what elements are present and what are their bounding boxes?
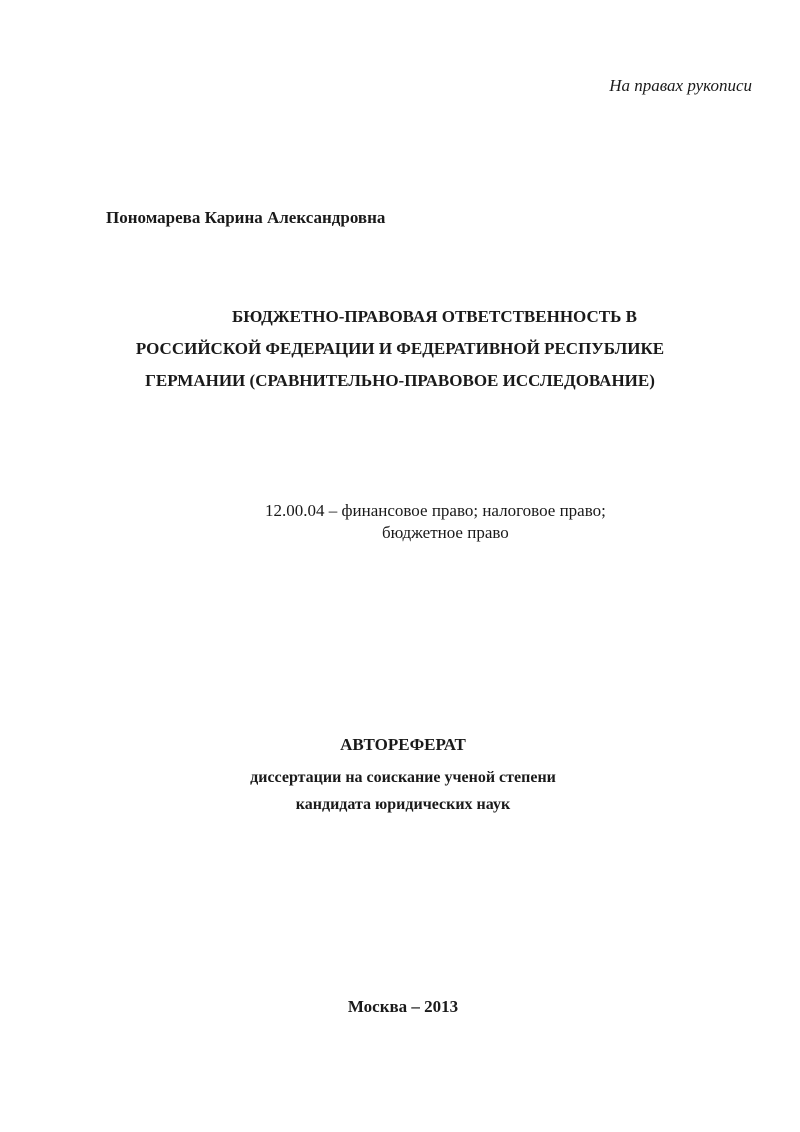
specialty-line: бюджетное право bbox=[382, 523, 509, 542]
city-year: Москва – 2013 bbox=[347, 997, 459, 1016]
rights-note: На правах рукописи bbox=[609, 76, 752, 95]
degree-line: диссертации на соискание ученой степени bbox=[250, 769, 556, 786]
title-line: ГЕРМАНИИ (СРАВНИТЕЛЬНО-ПРАВОВОЕ ИССЛЕДОВАНИЕ) bbox=[145, 371, 655, 390]
title-line: БЮДЖЕТНО-ПРАВОВАЯ ОТВЕТСТВЕННОСТЬ В bbox=[232, 307, 637, 326]
author-name: Пономарева Карина Александровна bbox=[106, 208, 386, 227]
abstract-heading: АВТОРЕФЕРАТ bbox=[340, 735, 466, 754]
specialty-code bbox=[0, 500, 800, 544]
degree-line: кандидата юридических наук bbox=[295, 796, 511, 813]
specialty-line: 12.00.04 – финансовое право; налоговое право; bbox=[265, 501, 606, 520]
abstract-block bbox=[0, 735, 800, 814]
dissertation-title bbox=[0, 301, 800, 397]
title-line: РОССИЙСКОЙ ФЕДЕРАЦИИ И ФЕДЕРАТИВНОЙ РЕСПУБЛИКЕ bbox=[135, 339, 665, 358]
